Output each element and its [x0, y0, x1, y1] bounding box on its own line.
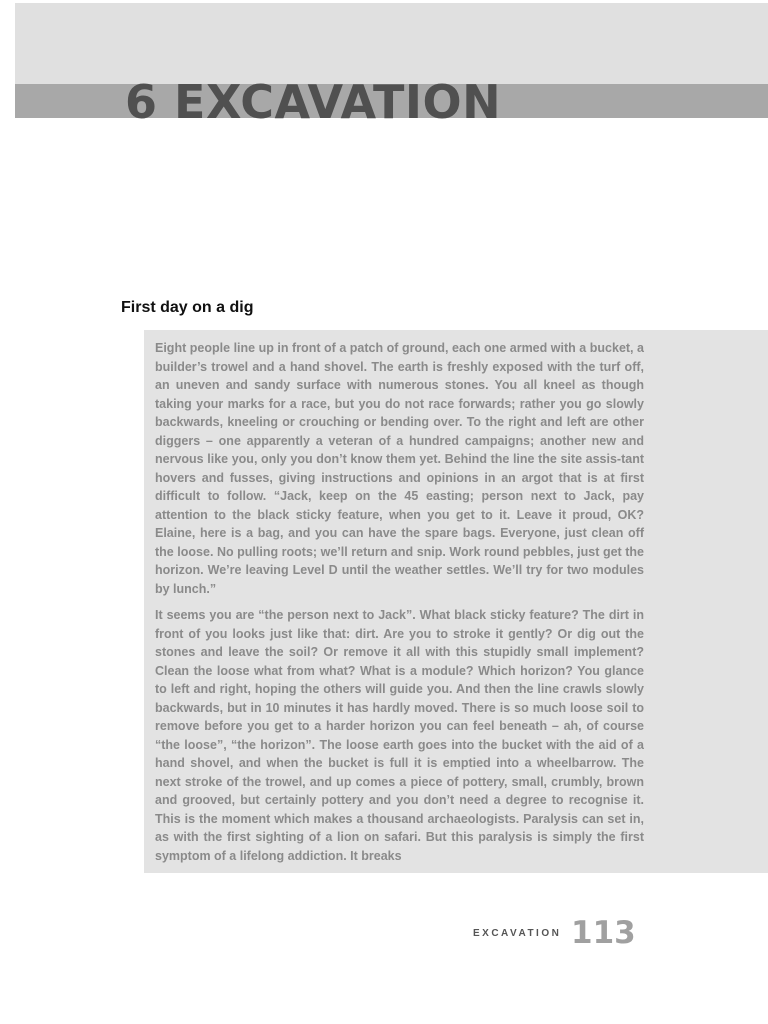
section-heading: First day on a dig: [121, 299, 254, 316]
page-number: 113: [571, 915, 636, 951]
chapter-title: 6 EXCAVATION: [125, 75, 502, 129]
boxed-text-panel: [144, 330, 768, 873]
body-paragraph: Eight people line up in front of a patch of ground, each one armed with a bucket, a builder’s trowel and a hand shovel. The earth is freshly exposed with the turf off, an uneven and sandy surface with numerous stones. You all kneel as though taking your marks for a race, but you do not race forwards; rather you go slowly backwards, kneeling or crouching or bending over. To the right and left are other diggers – one apparently a veteran of a hundred campaigns; another new and nervous like you, only you don’t know them yet. Behind the line the site assis-tant hovers and fusses, giving instructions and opinions in an argot that is at first difficult to follow. “Jack, keep on the 45 easting; person next to Jack, pay attention to the black sticky feature, when you get to it. Leave it proud, OK? Elaine, here is a bag, and you can have the spare bags. Everyone, just clean off the loose. No pulling roots; we’ll return and snip. Work round pebbles, just get the horizon. We’re leaving Level D until the weather settles. We’ll try for two modules by lunch.”: [155, 341, 644, 596]
running-footer: EXCAVATION: [473, 928, 562, 939]
body-paragraph: It seems you are “the person next to Jack”. What black sticky feature? The dirt in front of you looks just like that: dirt. Are you to stroke it gently? Or dig out the stones and leave the soil? Or remove it all with this stupidly small implement? Clean the loose what from what? What is a module? Which horizon? You glance to left and right, hoping the others will guide you. And then the line crawls slowly backwards, but in 10 minutes it has hardly moved. There is so much loose soil to remove before you get to a harder horizon you can feel beneath – ah, of course “the loose”, “the horizon”. The loose earth goes into the bucket with the aid of a hand shovel, and when the bucket is full it is emptied into a wheelbarrow. The next stroke of the trowel, and up comes a piece of pottery, small, crumbly, brown and grooved, but certainly pottery and you don’t need a degree to recognise it. This is the moment which makes a thousand archaeologists. Paralysis can set in, as with the first sighting of a lion on safari. But this paralysis is simply the first symptom of a lifelong addiction. It breaks: [155, 608, 644, 863]
